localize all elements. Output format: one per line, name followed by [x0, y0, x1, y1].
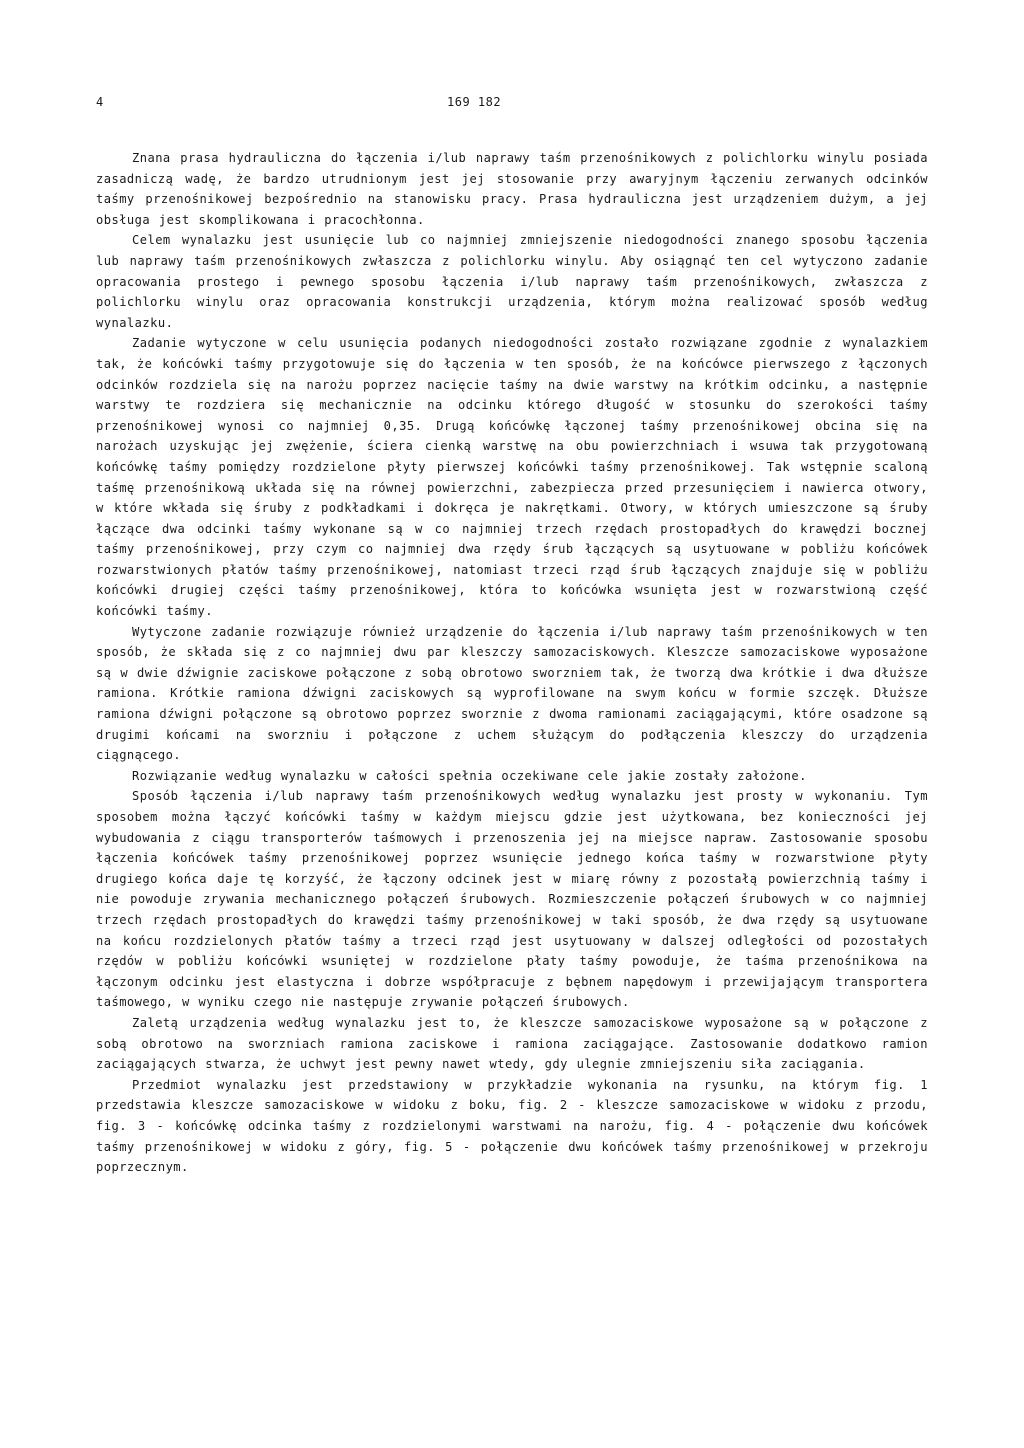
page-number: 4	[96, 95, 104, 109]
paragraph: Zaletą urządzenia według wynalazku jest to, że kleszcze samozaciskowe wyposażone są w połączone z sobą obrotowo na sworzniach ramiona zaciskowe i ramiona zaciągające. Zastosowanie dodatkowo ramion zaciągających stwarza, że uchwyt jest pewny nawet wtedy, gdy ulegnie zmniejszeniu siła zaciągania.	[96, 1015, 928, 1072]
paragraph: Rozwiązanie według wynalazku w całości spełnia oczekiwane cele jakie zostały założone.	[132, 768, 807, 783]
paragraph: Sposób łączenia i/lub naprawy taśm przenośnikowych według wynalazku jest prosty w wykonaniu. Tym sposobem można łączyć końcówki taśmy w każdym miejscu gdzie jest użytkowana, bez konieczności jej wybudowania z ciągu transporterów taśmowych i przenoszenia jej na miejsce napraw. Zastosowanie sposobu łączenia końcówek taśmy przenośnikowej poprzez wsunięcie jednego końca taśmy w rozwarstwione płyty drugiego końca daje tę korzyść, że łączony odcinek jest w miarę równy z pozostałą powierzchnią taśmy i nie powoduje zrywania mechanicznego połączeń śrubowych. Rozmieszczenie połączeń śrubowych w co najmniej trzech rzędach prostopadłych do krawędzi taśmy przenośnikowej w taki sposób, że dwa rzędy są usytuowane na końcu rozdzielonych płatów taśmy a trzeci rząd jest usytuowany w dalszej odległości od pozostałych rzędów w pobliżu końcówki wsuniętej w rozdzielone płaty taśmy powoduje, że taśma przenośnikowa na łączonym odcinku jest elastyczna i dobrze współpracuje z bębnem napędowym i przewijającym transportera taśmowego, w wyniku czego nie następuje zrywanie połączeń śrubowych.	[96, 789, 928, 1010]
paragraph: Przedmiot wynalazku jest przedstawiony w przykładzie wykonania na rysunku, na którym fig. 1 przedstawia kleszcze samozaciskowe w widoku z boku, fig. 2 - kleszcze samozaciskowe w widoku z przodu, fig. 3 - końcówkę odcinka taśmy z rozdzielonymi warstwami na narożu, fig. 4 - połączenie dwu końcówek taśmy przenośnikowej w widoku z góry, fig. 5 - połączenie dwu końcówek taśmy przenośnikowej w przekroju poprzecznym.	[96, 1077, 928, 1175]
patent-number: 169 182	[447, 95, 502, 109]
page-header	[96, 95, 928, 115]
paragraph: Wytyczone zadanie rozwiązuje również urządzenie do łączenia i/lub naprawy taśm przenośnikowych w ten sposób, że składa się z co najmniej dwu par kleszczy samozaciskowych. Kleszcze samozaciskowe wyposażone są w dwie dźwignie zaciskowe połączone z sobą obrotowo sworzniem tak, że tworzą dwa krótkie i dwa dłuższe ramiona. Krótkie ramiona dźwigni zaciskowych są wyprofilowane na swym końcu w formie szczęk. Dłuższe ramiona dźwigni połączone są obrotowo poprzez sworznie z dwoma ramionami zaciągającymi, które osadzone są drugimi końcami na sworzniu i połączone z uchem służącym do podłączenia kleszczy do urządzenia ciągnącego.	[96, 624, 928, 763]
paragraph: Zadanie wytyczone w celu usunięcia podanych niedogodności zostało rozwiązane zgodnie z wynalazkiem tak, że końcówki taśmy przygotowuje się do łączenia w ten sposób, że na końcówce pierwszego z łączonych odcinków rozdziela się na narożu poprzez nacięcie taśmy na dwie warstwy na krótkim odcinku, a następnie warstwy te rozdziera się mechanicznie na odcinku którego długość w stosunku do szerokości taśmy przenośnikowej wynosi co najmniej 0,35. Drugą końcówkę łączonej taśmy przenośnikowej obcina się na narożach uzyskując jej zwężenie, ściera cienką warstwę na obu powierzchniach i wsuwa tak przygotowaną końcówkę taśmy pomiędzy rozdzielone płyty pierwszej końcówki taśmy przenośnikowej. Tak wstępnie scaloną taśmę przenośnikową układa się na równej powierzchni, zabezpiecza przed przesunięciem i nawierca otwory, w które wkłada się śruby z podkładkami i dokręca je nakrętkami. Otwory, w których umieszczone są śruby łączące dwa odcinki taśmy wykonane są w co najmniej trzech rzędach prostopadłych do krawędzi bocznej taśmy przenośnikowej, przy czym co najmniej dwa rzędy śrub łączących są usytuowane w pobliżu końcówek rozwarstwionych płatów taśmy przenośnikowej, natomiast trzeci rząd śrub łączących znajduje się w pobliżu końcówki drugiej części taśmy przenośnikowej, która to końcówka wsunięta jest w rozwarstwioną część końcówki taśmy.	[96, 336, 928, 619]
document-body	[96, 148, 928, 1178]
paragraph: Celem wynalazku jest usunięcie lub co najmniej zmniejszenie niedogodności znanego sposobu łączenia lub naprawy taśm przenośnikowych zwłaszcza z polichlorku winylu. Aby osiągnąć ten cel wytyczono zadanie opracowania prostego i pewnego sposobu łączenia i/lub naprawy taśm przenośnikowych, zwłaszcza z polichlorku winylu oraz opracowania konstrukcji urządzenia, którym można realizować sposób według wynalazku.	[96, 233, 928, 330]
paragraph: Znana prasa hydrauliczna do łączenia i/lub naprawy taśm przenośnikowych z polichlorku winylu posiada zasadniczą wadę, że bardzo utrudnionym jest jej stosowanie przy awaryjnym łączeniu zerwanych odcinków taśmy przenośnikowej bezpośrednio na stanowisku pracy. Prasa hydrauliczna jest urządzeniem dużym, a jej obsługa jest skomplikowana i pracochłonna.	[96, 151, 928, 227]
